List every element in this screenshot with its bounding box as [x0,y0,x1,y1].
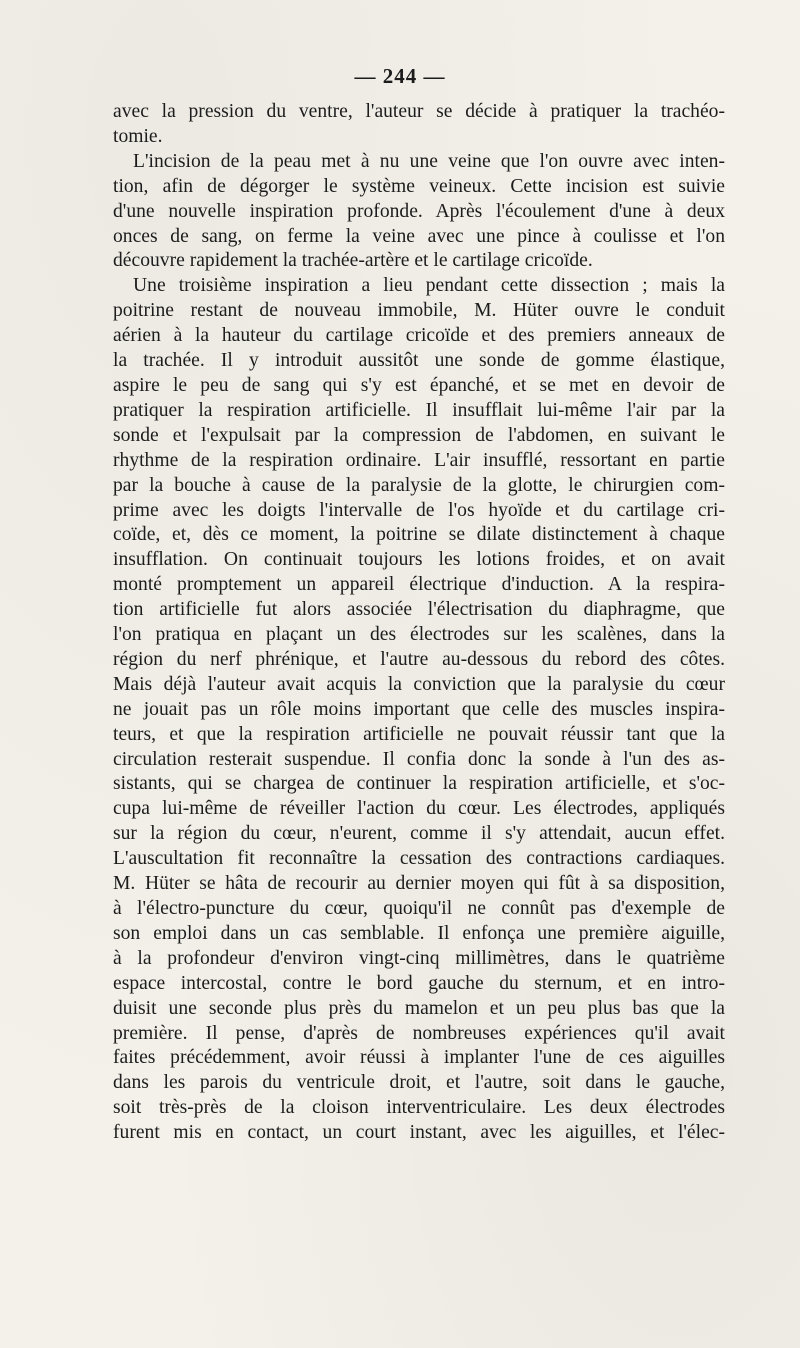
text-line: L'incision de la peau met à nu une veine que l'on ouvre avec inten- [133,150,725,172]
text-line: monté promptement un appareil électrique d'induction. A la respira- [113,574,725,596]
text-line: à la profondeur d'environ vingt-cinq millimètres, dans le quatrième [113,947,725,969]
text-line: découvre rapidement la trachée-artère et le cartilage cricoïde. [113,250,593,272]
text-line: sonde et l'expulsait par la compression de l'abdomen, en suivant le [113,424,725,446]
text-line: espace intercostal, contre le bord gauche du sternum, et en intro- [113,972,725,994]
text-line: avec la pression du ventre, l'auteur se décide à pratiquer la trachéo- [113,101,725,122]
text-line: à l'électro-puncture du cœur, quoiqu'il ne connût pas d'exemple de [113,898,725,919]
text-line: son emploi dans un cas semblable. Il enfonça une première aiguille, [113,922,725,944]
text-line: région du nerf phrénique, et l'autre au-dessous du rebord des côtes. [113,648,725,670]
text-line: duisit une seconde plus près du mamelon et un peu plus bas que la [113,997,725,1019]
text-line: Mais déjà l'auteur avait acquis la conviction que la paralysie du cœur [113,673,725,695]
text-line: tion, afin de dégorger le système veineux. Cette incision est suivie [113,175,725,197]
text-line: tomie. [113,125,163,147]
text-line: d'une nouvelle inspiration profonde. Après l'écoulement d'une à deux [113,200,725,222]
text-line: aspire le peu de sang qui s'y est épanché, et se met en devoir de [113,374,725,396]
text-line: par la bouche à cause de la paralysie de la glotte, le chirurgien com- [113,474,725,496]
text-line: rhythme de la respiration ordinaire. L'air insufflé, ressortant en partie [113,449,725,471]
text-line: sistants, qui se chargea de continuer la respiration artificielle, et s'oc- [113,773,725,795]
body-text [113,100,725,1146]
text-line: prime avec les doigts l'intervalle de l'os hyoïde et du cartilage cri- [113,499,725,521]
text-line: coïde, et, dès ce moment, la poitrine se dilate distinctement à chaque [113,524,725,546]
page-number: — 244 — [354,64,446,88]
text-line: sur la région du cœur, n'eurent, comme il s'y attendait, aucun effet. [113,823,725,845]
text-line: ne jouait pas un rôle moins important que celle des muscles inspira- [113,698,725,720]
text-line: insufflation. On continuait toujours les lotions froides, et on avait [113,549,725,571]
text-line: teurs, et que la respiration artificielle ne pouvait réussir tant que la [113,723,725,745]
text-line: furent mis en contact, un court instant, avec les aiguilles, et l'élec- [113,1122,725,1144]
text-line: faites précédemment, avoir réussi à implanter l'une de ces aiguilles [113,1047,725,1069]
text-line: dans les parois du ventricule droit, et l'autre, soit dans le gauche, [113,1072,725,1094]
text-line: onces de sang, on ferme la veine avec une pince à coulisse et l'on [113,225,725,247]
text-line: première. Il pense, d'après de nombreuses expériences qu'il avait [113,1022,725,1044]
text-line: la trachée. Il y introduit aussitôt une sonde de gomme élastique, [113,350,725,372]
text-line: l'on pratiqua en plaçant un des électrodes sur les scalènes, dans la [113,624,725,646]
text-line: cupa lui-même de réveiller l'action du cœur. Les électrodes, appliqués [113,798,725,820]
text-line: M. Hüter se hâta de recourir au dernier moyen qui fût à sa disposition, [113,873,725,895]
text-line: pratiquer la respiration artificielle. Il insufflait lui-même l'air par la [113,399,725,421]
text-line: Une troisième inspiration a lieu pendant cette dissection ; mais la [133,275,725,297]
text-line: soit très-près de la cloison interventriculaire. Les deux électrodes [113,1097,725,1119]
text-line: circulation resterait suspendue. Il confia donc la sonde à l'un des as- [113,748,725,770]
text-line: aérien à la hauteur du cartilage cricoïde et des premiers anneaux de [113,325,725,347]
text-line: poitrine restant de nouveau immobile, M. Hüter ouvre le conduit [113,300,725,322]
text-line: L'auscultation fit reconnaître la cessation des contractions cardiaques. [113,848,725,870]
text-line: tion artificielle fut alors associée l'électrisation du diaphragme, que [113,599,725,621]
